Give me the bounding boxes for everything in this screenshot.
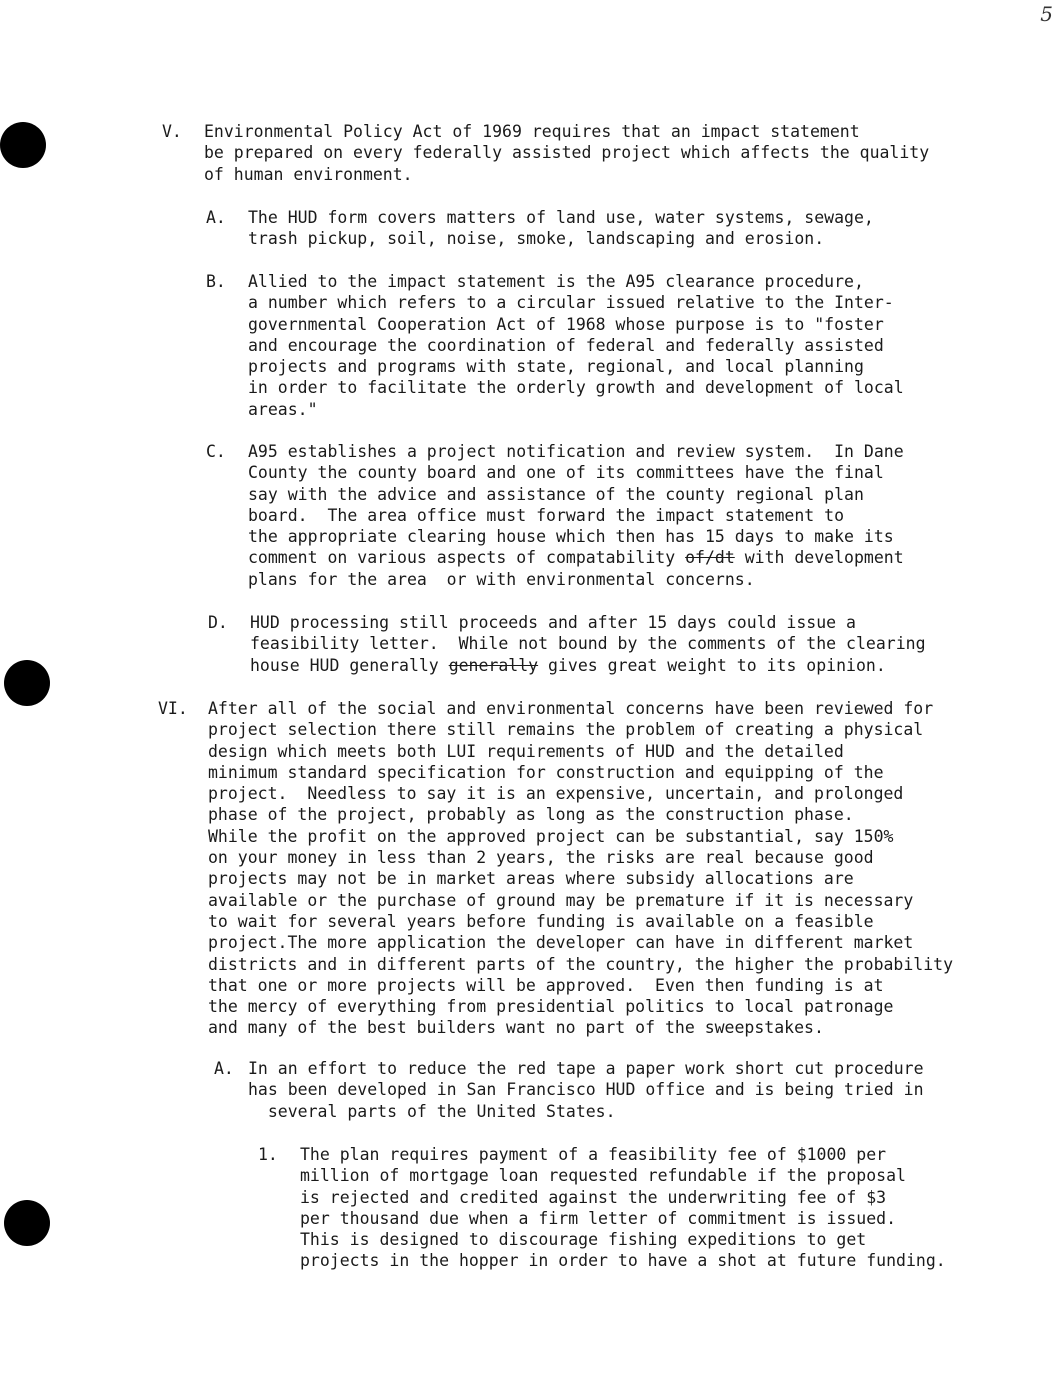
section-vi-a-marker: A. <box>214 1059 234 1078</box>
section-v-c-text <box>248 441 904 590</box>
section-v-b-marker: B. <box>206 272 226 291</box>
punch-hole-bottom <box>4 1200 50 1246</box>
section-v-c-strikeout: of/dt <box>685 548 735 568</box>
section-vi-a-text: In an effort to reduce the red tape a paper work short cut procedure has been developed in San Francisco HUD office and is being tried in several parts of the United States. <box>248 1059 924 1121</box>
section-v-d-text-main: HUD processing still proceeds and after 15 days could issue a feasibility letter. While not bound by the comments of the clearing house HUD generally <box>250 613 926 675</box>
section-v-a-text: The HUD form covers matters of land use, water systems, sewage, trash pickup, soil, noise, smoke, landscaping and erosion. <box>248 208 874 249</box>
section-vi-text: After all of the social and environmental concerns have been reviewed for project selection there still remains the problem of creating a physical design which meets both LUI requirements of HUD and the detailed minimum standard specification for construction and equipping of the project. Needless to say it is an expensive, uncertain, and prolonged phase of the project, probably as long as the construction phase. While the profit on the approved project can be substantial, say 150% on your money in less than 2 years, the risks are real because good projects may not be in market areas where subsidy allocations are available or the purchase of ground may be premature if it is necessary to wait for several years before funding is available on a feasible project.The more application the developer can have in different market districts and in different parts of the country, the higher the probability that one or more projects will be approved. Even then funding is at the mercy of everything from presidential politics to local patronage and many of the best builders want no part of the sweepstakes. <box>208 699 954 1038</box>
section-v-d-marker: D. <box>208 613 228 632</box>
section-v-text: Environmental Policy Act of 1969 requires that an impact statement be prepared on every federally assisted project which affects the quality of human environment. <box>204 122 930 184</box>
section-v-d-strikeout: generally <box>448 655 539 675</box>
section-v-b-text: Allied to the impact statement is the A95 clearance procedure, a number which refers to a circular issued relative to the Inter- governmental Cooperation Act of 1968 whose purpose is to "foster and encourage the coordination of federal and federally assisted projects and programs with state, regional, and local planning in order to facilitate the orderly growth and development of local areas." <box>248 272 904 419</box>
section-vi-a1-text: The plan requires payment of a feasibility fee of $1000 per million of mortgage loan requested refundable if the proposal is rejected and credited against the underwriting fee of $3 per thousand due when a firm letter of commitment is issued. This is designed to discourage fishing expeditions to get projects in the hopper in order to have a shot at future funding. <box>300 1145 946 1271</box>
section-v-c-marker: C. <box>206 442 226 461</box>
section-vi-a1-marker: 1. <box>258 1145 278 1164</box>
page-number: 5 <box>1040 2 1053 26</box>
section-v-a-marker: A. <box>206 208 226 227</box>
section-v-d-text <box>250 612 926 676</box>
section-v-d-text-after: gives great weight to its opinion. <box>538 655 886 675</box>
section-v-c-text-main: A95 establishes a project notification and review system. In Dane County the county board and one of its committees have the final say with the advice and assistance of the county regional plan board. The area office must forward the impact statement to the appropriate clearing house which then has 15 days to make its comment on various aspects of compatability <box>248 442 904 568</box>
punch-hole-middle <box>4 660 50 706</box>
section-v-c-text-after: with development plans for the area or with environmental concerns. <box>248 548 904 589</box>
section-v-marker: V. <box>162 122 182 141</box>
punch-hole-top <box>0 122 46 168</box>
section-vi-marker: VI. <box>158 699 188 718</box>
